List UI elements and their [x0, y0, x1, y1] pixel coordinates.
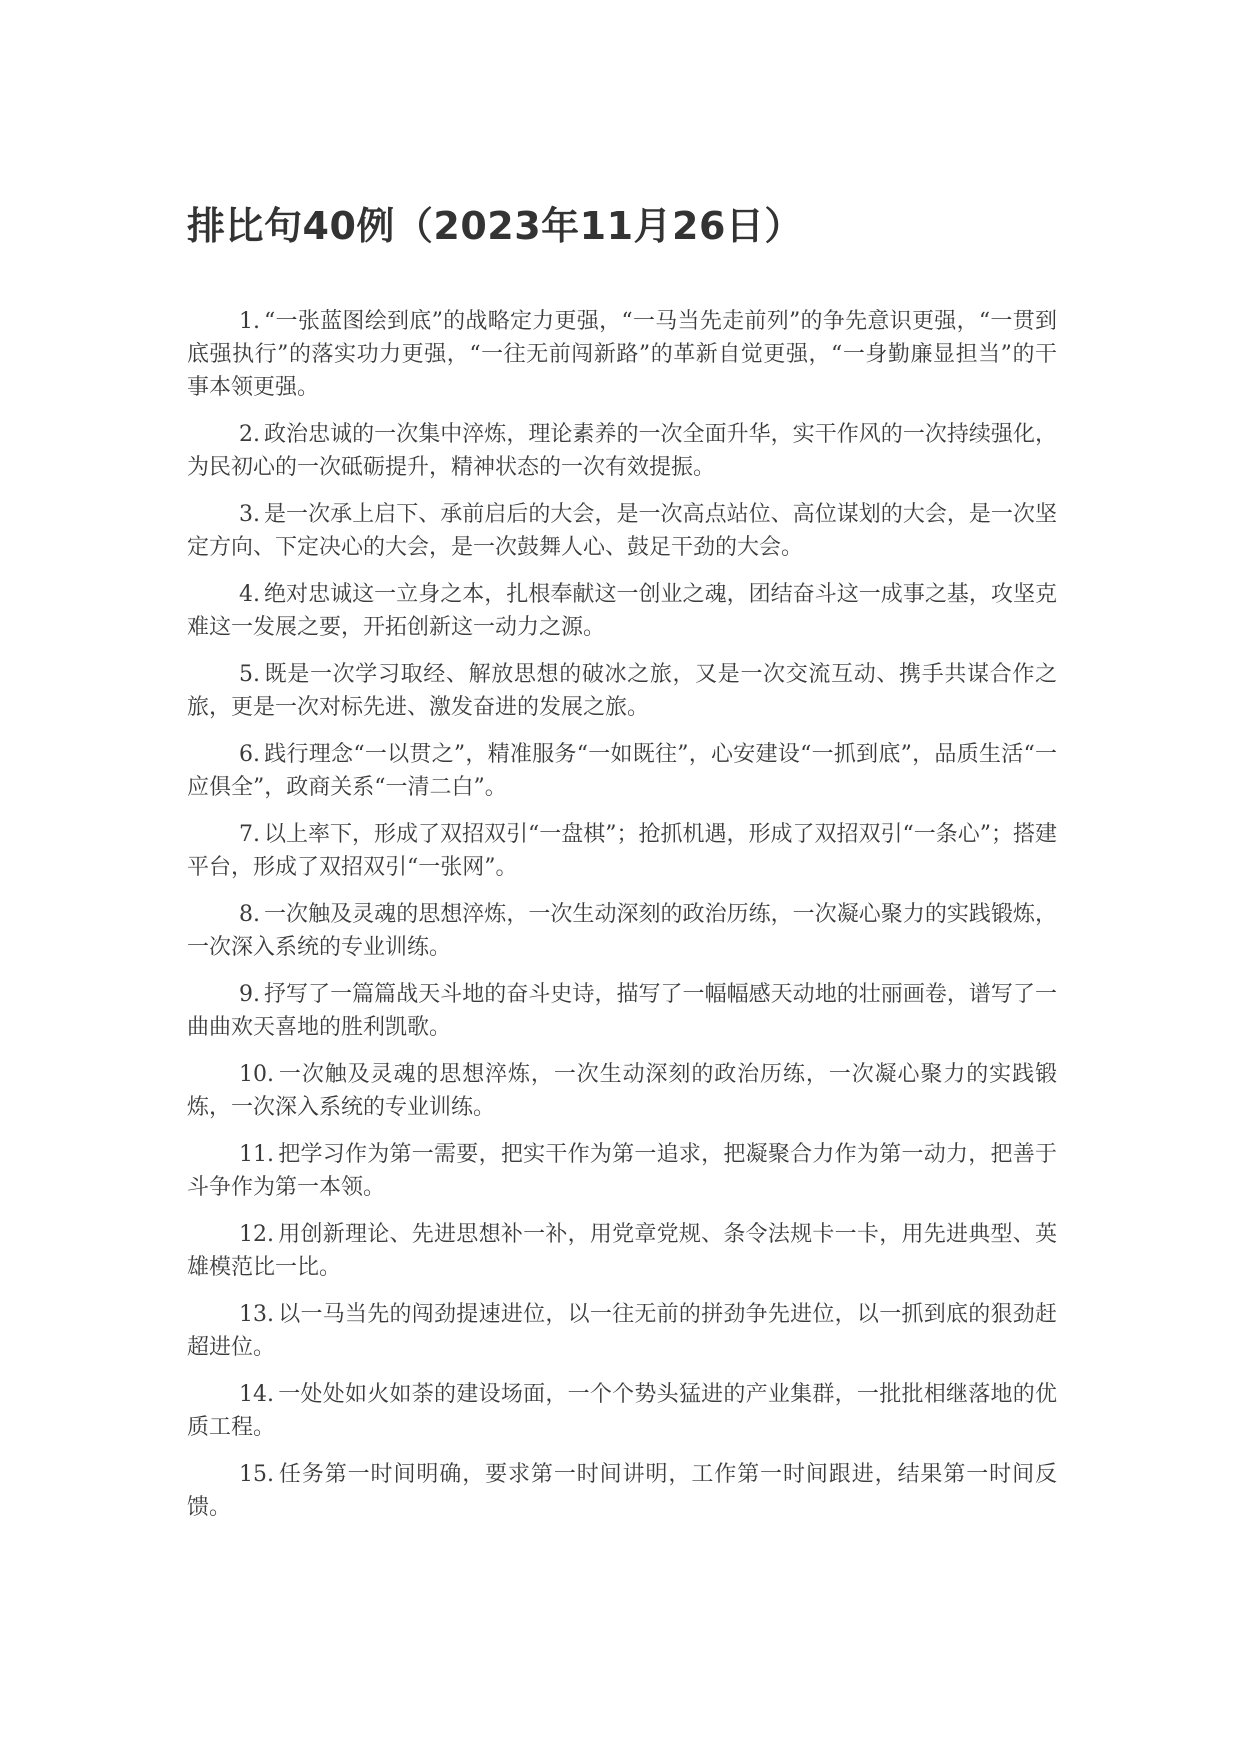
- paragraph-5: [187, 658, 1057, 724]
- paragraph-7: [187, 818, 1057, 884]
- paragraph-number: 9.: [239, 982, 260, 1007]
- paragraph-3: [187, 498, 1057, 564]
- paragraph-14: [187, 1378, 1057, 1444]
- paragraph-text: “一张蓝图绘到底”的战略定力更强，“一马当先走前列”的争先意识更强，“一贯到底强执行”的落实功力更强，“一往无前闯新路”的革新自觉更强，“一身勤廉显担当”的干事本领更强。: [187, 309, 1057, 400]
- paragraph-6: [187, 738, 1057, 804]
- paragraph-text: 一次触及灵魂的思想淬炼，一次生动深刻的政治历练，一次凝心聚力的实践锻炼，一次深入系统的专业训练。: [187, 1062, 1057, 1120]
- document-title: 排比句40例（2023年11月26日）: [187, 204, 803, 248]
- paragraph-13: [187, 1298, 1057, 1364]
- paragraph-text: 践行理念“一以贯之”，精准服务“一如既往”，心安建设“一抓到底”，品质生活“一应俱全”，政商关系“一清二白”。: [187, 742, 1057, 800]
- paragraph-text: 任务第一时间明确，要求第一时间讲明，工作第一时间跟进，结果第一时间反馈。: [187, 1462, 1057, 1520]
- paragraph-8: [187, 898, 1057, 964]
- paragraph-text: 把学习作为第一需要，把实干作为第一追求，把凝聚合力作为第一动力，把善于斗争作为第一本领。: [187, 1142, 1057, 1200]
- paragraph-text: 一处处如火如荼的建设场面，一个个势头猛进的产业集群，一批批相继落地的优质工程。: [187, 1382, 1057, 1440]
- paragraph-number: 6.: [239, 742, 260, 767]
- paragraph-number: 2.: [239, 422, 260, 447]
- paragraph-2: [187, 418, 1057, 484]
- paragraph-number: 10.: [239, 1062, 274, 1087]
- paragraph-text: 用创新理论、先进思想补一补，用党章党规、条令法规卡一卡，用先进典型、英雄模范比一比。: [187, 1222, 1057, 1280]
- paragraph-12: [187, 1218, 1057, 1284]
- paragraph-text: 是一次承上启下、承前启后的大会，是一次高点站位、高位谋划的大会，是一次坚定方向、下定决心的大会，是一次鼓舞人心、鼓足干劲的大会。: [187, 502, 1057, 560]
- paragraph-text: 以一马当先的闯劲提速进位，以一往无前的拼劲争先进位，以一抓到底的狠劲赶超进位。: [187, 1302, 1057, 1360]
- paragraph-number: 8.: [239, 902, 260, 927]
- paragraph-text: 抒写了一篇篇战天斗地的奋斗史诗，描写了一幅幅感天动地的壮丽画卷，谱写了一曲曲欢天喜地的胜利凯歌。: [187, 982, 1057, 1040]
- paragraph-number: 4.: [239, 582, 260, 607]
- paragraph-text: 政治忠诚的一次集中淬炼，理论素养的一次全面升华，实干作风的一次持续强化，为民初心的一次砥砺提升，精神状态的一次有效提振。: [187, 422, 1057, 480]
- paragraph-text: 一次触及灵魂的思想淬炼，一次生动深刻的政治历练，一次凝心聚力的实践锻炼，一次深入系统的专业训练。: [187, 902, 1057, 960]
- paragraph-text: 既是一次学习取经、解放思想的破冰之旅，又是一次交流互动、携手共谋合作之旅，更是一次对标先进、激发奋进的发展之旅。: [187, 662, 1057, 720]
- paragraph-4: [187, 578, 1057, 644]
- paragraph-11: [187, 1138, 1057, 1204]
- paragraph-number: 12.: [239, 1222, 274, 1247]
- paragraph-number: 11.: [239, 1142, 274, 1167]
- paragraph-text: 以上率下，形成了双招双引“一盘棋”；抢抓机遇，形成了双招双引“一条心”；搭建平台，形成了双招双引“一张网”。: [187, 822, 1057, 880]
- paragraph-text: 绝对忠诚这一立身之本，扎根奉献这一创业之魂，团结奋斗这一成事之基，攻坚克难这一发展之要，开拓创新这一动力之源。: [187, 582, 1057, 640]
- paragraph-number: 5.: [239, 662, 260, 687]
- paragraph-number: 14.: [239, 1382, 274, 1407]
- paragraph-9: [187, 978, 1057, 1044]
- paragraph-10: [187, 1058, 1057, 1124]
- paragraph-1: [187, 305, 1057, 404]
- paragraph-number: 15.: [239, 1462, 274, 1487]
- paragraph-15: [187, 1458, 1057, 1524]
- paragraph-number: 1.: [239, 309, 260, 334]
- paragraph-number: 7.: [239, 822, 260, 847]
- paragraph-number: 13.: [239, 1302, 274, 1327]
- paragraph-number: 3.: [239, 502, 260, 527]
- document-body: [187, 305, 1057, 1538]
